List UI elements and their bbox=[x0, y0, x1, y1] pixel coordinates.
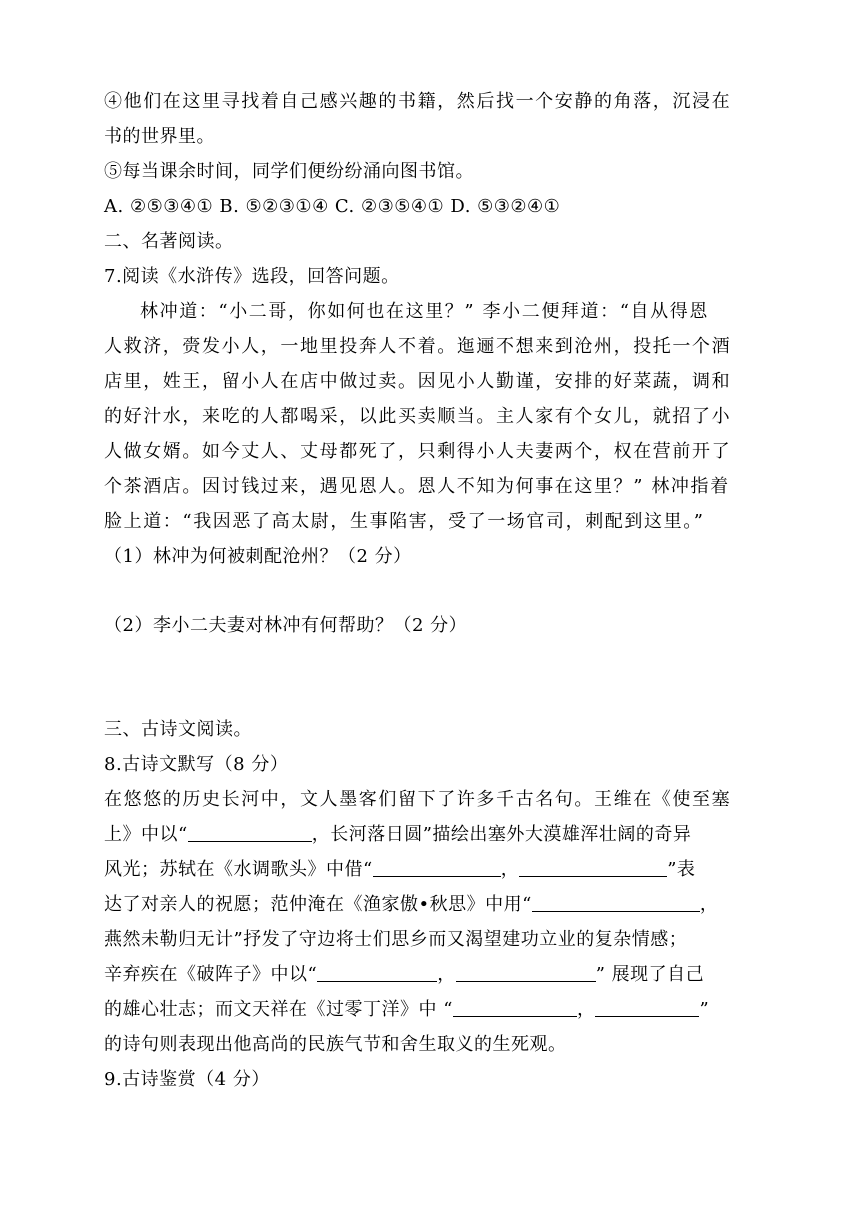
fill-line-4 bbox=[104, 892, 764, 918]
option-line-4-cont: 书的世界里。 bbox=[104, 126, 215, 147]
fill-text: ， bbox=[437, 964, 456, 985]
option-line-4: ④他们在这里寻找着自己感兴趣的书籍，然后找一个安静的角落，沉浸在 bbox=[104, 91, 732, 112]
answer-blank[interactable] bbox=[317, 963, 437, 982]
fill-line-7 bbox=[104, 997, 764, 1023]
fill-text: ”表 bbox=[667, 859, 696, 880]
passage-line-1: 林冲道：“小二哥，你如何也在这里？” 李小二便拜道：“自从得恩 bbox=[140, 301, 709, 322]
fill-text: 的雄心壮志；而文天祥在《过零丁洋》中 “ bbox=[104, 999, 453, 1020]
fill-text: 达了对亲人的祝愿；范仲淹在《渔家傲•秋思》中用“ bbox=[104, 894, 532, 915]
answer-blank[interactable] bbox=[373, 858, 501, 877]
passage-line-7: 脸上道：“我因恶了高太尉，生事陷害，受了一场官司，刺配到这里。” bbox=[104, 511, 705, 532]
fill-line-5: 燕然未勒归无计”抒发了守边将士们思乡而又渴望建功立业的复杂情感； bbox=[104, 929, 688, 950]
fill-line-1: 在悠悠的历史长河中，文人墨客们留下了许多千古名句。王维在《使至塞 bbox=[104, 789, 732, 810]
fill-text: ， bbox=[500, 859, 520, 880]
passage-line-4: 的好汁水，来吃的人都喝采，以此买卖顺当。主人家有个女儿，就招了小 bbox=[104, 406, 732, 427]
fill-text: ” bbox=[699, 999, 710, 1020]
fill-line-8: 的诗句则表现出他高尚的民族气节和舍生取义的生死观。 bbox=[104, 1034, 567, 1055]
fill-text: 风光；苏轼在《水调歌头》中借“ bbox=[104, 859, 373, 880]
answer-choices: A. ②⑤③④① B. ⑤②③①④ C. ②③⑤④① D. ⑤③②④① bbox=[104, 196, 561, 217]
fill-text: ” 展现了自己 bbox=[595, 964, 705, 985]
sub-question-2: （2）李小二夫妻对林冲有何帮助？（2 分） bbox=[104, 615, 468, 636]
answer-blank[interactable] bbox=[188, 823, 312, 842]
passage-line-2: 人救济，赍发小人，一地里投奔人不着。迤逦不想来到沧州，投托一个酒 bbox=[104, 336, 732, 357]
fill-text: ，长河落日圆”描绘出塞外大漠雄浑壮阔的奇异 bbox=[311, 824, 692, 845]
fill-line-3 bbox=[104, 857, 764, 883]
section-heading-3: 三、古诗文阅读。 bbox=[104, 719, 252, 740]
fill-text: ， bbox=[699, 894, 719, 915]
passage-line-6: 个茶酒店。因讨钱过来，遇见恩人。恩人不知为何事在这里？” 林冲指着 bbox=[104, 476, 730, 497]
fill-text: 上》中以“ bbox=[104, 824, 188, 845]
answer-blank[interactable] bbox=[532, 893, 700, 912]
fill-text: 辛弃疾在《破阵子》中以“ bbox=[104, 964, 318, 985]
fill-line-2 bbox=[104, 822, 764, 848]
question-9-title: 9.古诗鉴赏（4 分） bbox=[104, 1069, 270, 1090]
answer-blank[interactable] bbox=[595, 998, 699, 1017]
fill-text: ， bbox=[576, 999, 596, 1020]
passage-line-3: 店里，姓王，留小人在店中做过卖。因见小人勤谨，安排的好菜蔬，调和 bbox=[104, 371, 732, 392]
passage-line-5: 人做女婿。如今丈人、丈母都死了，只剩得小人夫妻两个，权在营前开了 bbox=[104, 441, 732, 462]
answer-blank[interactable] bbox=[519, 858, 667, 877]
option-line-5: ⑤每当课余时间，同学们便纷纷涌向图书馆。 bbox=[104, 161, 474, 182]
question-8-title: 8.古诗文默写（8 分） bbox=[104, 754, 289, 775]
fill-line-6 bbox=[104, 962, 764, 988]
answer-blank[interactable] bbox=[456, 963, 596, 982]
sub-question-1: （1）林冲为何被刺配沧州？（2 分） bbox=[104, 546, 412, 567]
section-heading-2: 二、名著阅读。 bbox=[104, 231, 234, 252]
answer-blank[interactable] bbox=[453, 998, 577, 1017]
question-7-title: 7.阅读《水浒传》选段，回答问题。 bbox=[104, 266, 400, 287]
